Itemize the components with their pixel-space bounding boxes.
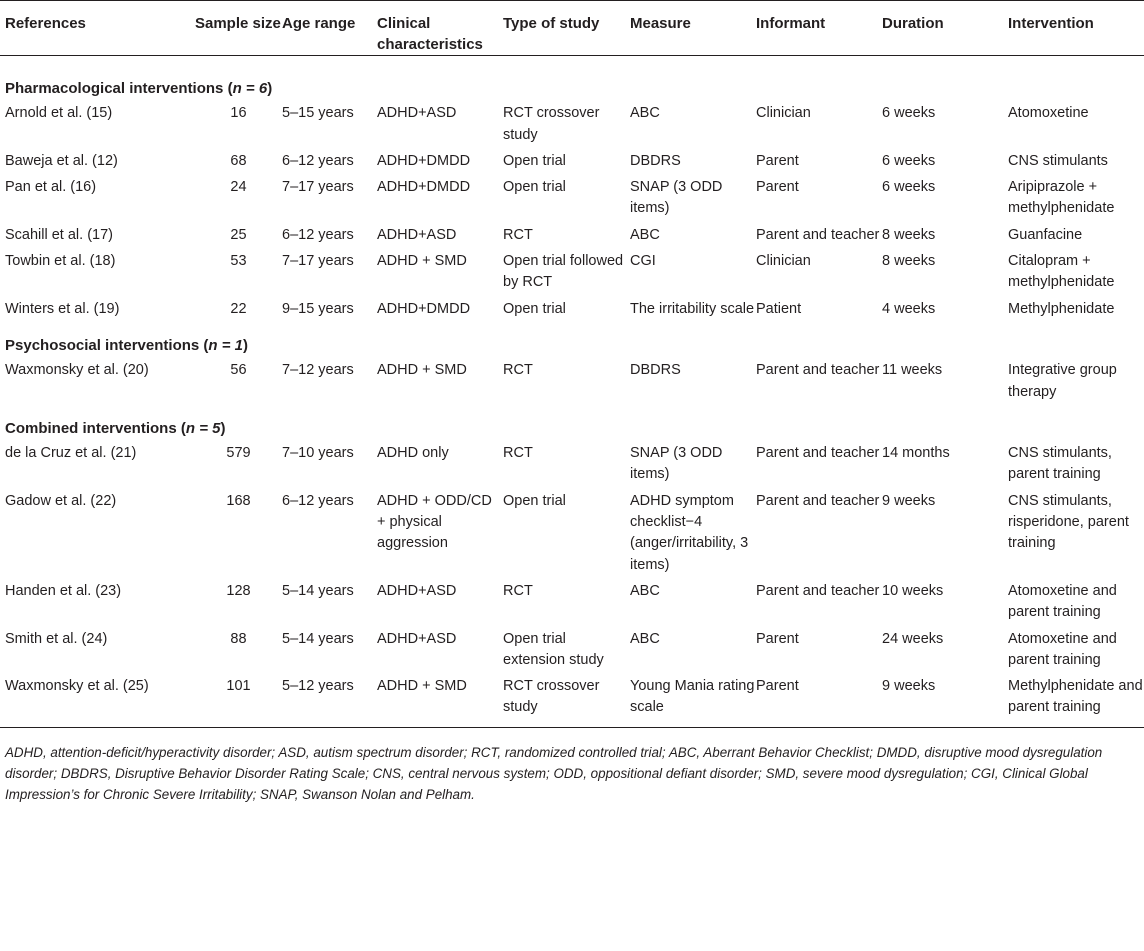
cell-reference: Waxmonsky et al. (20) — [5, 362, 149, 379]
cell-clinical-characteristics: ADHD+ASD — [377, 105, 457, 122]
cell-measure: SNAP (3 ODD items) — [630, 445, 723, 483]
cell-type-of-study: RCT crossover study — [503, 676, 630, 727]
cell-sample-size: 88 — [230, 630, 247, 647]
cell-age-range: 6–12 years — [282, 492, 354, 509]
cell-informant: Parent — [756, 152, 799, 169]
table-row — [0, 676, 1144, 727]
header-sample-size: Sample size — [195, 1, 282, 56]
group-heading: Psychosocial interventions (n = 1) — [5, 336, 249, 354]
table-row — [0, 581, 1144, 629]
cell-duration: 24 weeks — [882, 630, 944, 647]
cell-measure: ADHD symptom checklist−4 (anger/irritability, 3 items) — [630, 492, 749, 573]
cell-age-range: 5–14 years — [282, 630, 354, 647]
cell-age-range: 6–12 years — [282, 152, 354, 169]
cell-informant: Clinician — [756, 253, 811, 270]
cell-informant: Parent — [756, 630, 799, 647]
header-intervention: Intervention — [1008, 1, 1144, 56]
group-label: Pharmacological interventions — [5, 80, 224, 97]
cell-duration: 14 months — [882, 445, 950, 462]
table-row — [0, 103, 1144, 151]
cell-age-range: 7–12 years — [282, 362, 354, 379]
cell-type-of-study: Open trial extension study — [503, 630, 604, 668]
cell-clinical-characteristics: ADHD + ODD/CD + physical aggression — [377, 492, 492, 552]
group-count: n = 1 — [208, 336, 244, 354]
cell-sample-size: 25 — [230, 226, 247, 243]
group-count: n = 6 — [232, 80, 268, 97]
cell-measure: CGI — [630, 253, 656, 270]
cell-sample-size: 101 — [195, 676, 282, 727]
cell-measure: ABC — [630, 105, 660, 122]
cell-duration: 9 weeks — [882, 492, 936, 509]
table-row — [0, 225, 1144, 251]
cell-reference: Handen et al. (23) — [5, 582, 122, 599]
cell-reference: Smith et al. (24) — [5, 630, 108, 647]
group-heading-row — [0, 325, 1144, 360]
cell-intervention: CNS stimulants, risperidone, parent training — [1008, 492, 1129, 552]
header-clinical-characteristics: Clinical characteristics — [377, 1, 503, 56]
group-heading: Pharmacological interventions (n = 6) — [5, 80, 273, 97]
cell-sample-size: 56 — [230, 362, 247, 379]
cell-informant: Clinician — [756, 105, 811, 122]
table-row — [0, 491, 1144, 581]
cell-intervention: Methylphenidate — [1008, 300, 1115, 317]
cell-measure: Young Mania rating scale — [630, 676, 756, 727]
table-footnote: ADHD, attention-deficit/hyperactivity disorder; ASD, autism spectrum disorder; RCT, randomized controlled trial; ABC, Aberrant Behavior Checklist; DMDD, disruptive mood dysregulation disorder; DBDRS, Disruptive Behavior Disorder Rating Scale; CNS, central nervous system; ODD, oppositional defiant disorder; SMD, severe mood dysregulation; CGI, Clinical Global Impression’s for Chronic Severe Irritability; SNAP, Swanson Nolan and Pelham. — [5, 744, 1103, 802]
cell-reference: Waxmonsky et al. (25) — [0, 676, 195, 727]
cell-reference: Towbin et al. (18) — [5, 253, 116, 270]
cell-intervention: Atomoxetine and parent training — [1008, 630, 1117, 668]
cell-age-range: 5–15 years — [282, 105, 354, 122]
cell-type-of-study: Open trial — [503, 152, 566, 169]
table-row — [0, 443, 1144, 491]
cell-measure: ABC — [630, 630, 660, 647]
cell-informant: Parent and teacher — [756, 492, 880, 509]
cell-intervention: CNS stimulants, parent training — [1008, 445, 1112, 483]
cell-reference: de la Cruz et al. (21) — [5, 445, 137, 462]
cell-type-of-study: Open trial — [503, 179, 566, 196]
cell-informant: Parent and teacher — [756, 226, 880, 243]
cell-measure: SNAP (3 ODD items) — [630, 179, 723, 217]
header-measure: Measure — [630, 1, 756, 56]
header-age-range: Age range — [282, 1, 377, 56]
cell-intervention: Atomoxetine and parent training — [1008, 582, 1117, 621]
table-row — [0, 629, 1144, 677]
header-duration: Duration — [882, 1, 1008, 56]
cell-duration: 9 weeks — [882, 676, 1008, 727]
cell-measure: DBDRS — [630, 152, 681, 169]
cell-sample-size: 22 — [230, 300, 247, 317]
cell-age-range: 5–14 years — [282, 582, 354, 599]
cell-clinical-characteristics: ADHD+DMDD — [377, 152, 471, 169]
cell-duration: 6 weeks — [882, 105, 936, 122]
cell-reference: Baweja et al. (12) — [5, 152, 118, 169]
cell-duration: 8 weeks — [882, 226, 936, 243]
cell-intervention: Guanfacine — [1008, 226, 1083, 243]
group-label: Psychosocial interventions — [5, 336, 200, 354]
cell-measure: ABC — [630, 226, 660, 243]
cell-duration: 10 weeks — [882, 582, 944, 599]
cell-informant: Parent and teacher — [756, 362, 880, 379]
cell-clinical-characteristics: ADHD + SMD — [377, 253, 467, 270]
cell-age-range: 5–12 years — [282, 676, 377, 727]
cell-type-of-study: RCT — [503, 226, 533, 243]
header-row — [0, 1, 1144, 56]
cell-type-of-study: RCT — [503, 362, 533, 379]
cell-duration: 8 weeks — [882, 253, 936, 270]
group-heading-row — [0, 56, 1144, 104]
cell-clinical-characteristics: ADHD+DMDD — [377, 300, 471, 317]
table-row — [0, 360, 1144, 408]
table-row — [0, 151, 1144, 177]
cell-clinical-characteristics: ADHD + SMD — [377, 362, 467, 379]
group-heading: Combined interventions (n = 5) — [5, 419, 226, 437]
cell-measure: DBDRS — [630, 362, 681, 379]
cell-clinical-characteristics: ADHD+DMDD — [377, 179, 471, 196]
cell-clinical-characteristics: ADHD + SMD — [377, 676, 503, 727]
cell-type-of-study: RCT crossover study — [503, 105, 600, 143]
table-row — [0, 299, 1144, 325]
cell-intervention: Aripiprazole + methylphenidate — [1008, 179, 1115, 217]
cell-sample-size: 168 — [226, 492, 251, 509]
cell-type-of-study: Open trial — [503, 492, 566, 509]
cell-duration: 6 weeks — [882, 179, 936, 196]
group-label: Combined interventions — [5, 419, 177, 437]
cell-type-of-study: RCT — [503, 445, 533, 462]
cell-duration: 4 weeks — [882, 300, 936, 317]
group-count: n = 5 — [185, 419, 221, 437]
cell-clinical-characteristics: ADHD+ASD — [377, 630, 457, 647]
cell-intervention: CNS stimulants — [1008, 152, 1108, 169]
cell-sample-size: 579 — [226, 445, 251, 462]
cell-informant: Parent and teacher — [756, 445, 880, 462]
cell-reference: Pan et al. (16) — [5, 179, 97, 196]
header-references: References — [0, 1, 195, 56]
cell-sample-size: 24 — [230, 179, 247, 196]
cell-age-range: 9–15 years — [282, 300, 354, 317]
cell-sample-size: 53 — [230, 253, 247, 270]
cell-reference: Scahill et al. (17) — [5, 226, 113, 243]
cell-sample-size: 68 — [230, 152, 247, 169]
cell-sample-size: 128 — [226, 582, 251, 599]
cell-intervention: Methylphenidate and parent training — [1008, 676, 1144, 727]
cell-type-of-study: RCT — [503, 582, 533, 599]
table-body — [0, 56, 1144, 728]
cell-type-of-study: Open trial — [503, 300, 566, 317]
cell-duration: 11 weeks — [882, 362, 943, 379]
group-heading-row — [0, 408, 1144, 443]
cell-informant: Parent — [756, 179, 799, 196]
cell-measure: The irritability scale — [630, 300, 755, 317]
cell-type-of-study: Open trial followed by RCT — [503, 253, 624, 291]
cell-clinical-characteristics: ADHD only — [377, 445, 449, 462]
cell-reference: Winters et al. (19) — [5, 300, 120, 317]
cell-informant: Patient — [756, 300, 802, 317]
cell-intervention: Integrative group therapy — [1008, 362, 1117, 400]
cell-informant: Parent — [756, 676, 882, 727]
cell-intervention: Atomoxetine — [1008, 105, 1089, 122]
header-type-of-study: Type of study — [503, 1, 630, 56]
table-row — [0, 251, 1144, 299]
cell-age-range: 7–17 years — [282, 179, 354, 196]
cell-clinical-characteristics: ADHD+ASD — [377, 582, 457, 599]
cell-clinical-characteristics: ADHD+ASD — [377, 226, 457, 243]
cell-measure: ABC — [630, 582, 660, 599]
cell-reference: Gadow et al. (22) — [5, 492, 117, 509]
cell-informant: Parent and teacher — [756, 582, 880, 599]
cell-age-range: 7–17 years — [282, 253, 354, 270]
cell-sample-size: 16 — [230, 105, 247, 122]
cell-duration: 6 weeks — [882, 152, 936, 169]
cell-age-range: 7–10 years — [282, 445, 354, 462]
cell-intervention: Citalopram + methylphenidate — [1008, 253, 1115, 291]
header-informant: Informant — [756, 1, 882, 56]
cell-age-range: 6–12 years — [282, 226, 354, 243]
table-row — [0, 177, 1144, 225]
cell-reference: Arnold et al. (15) — [5, 105, 113, 122]
